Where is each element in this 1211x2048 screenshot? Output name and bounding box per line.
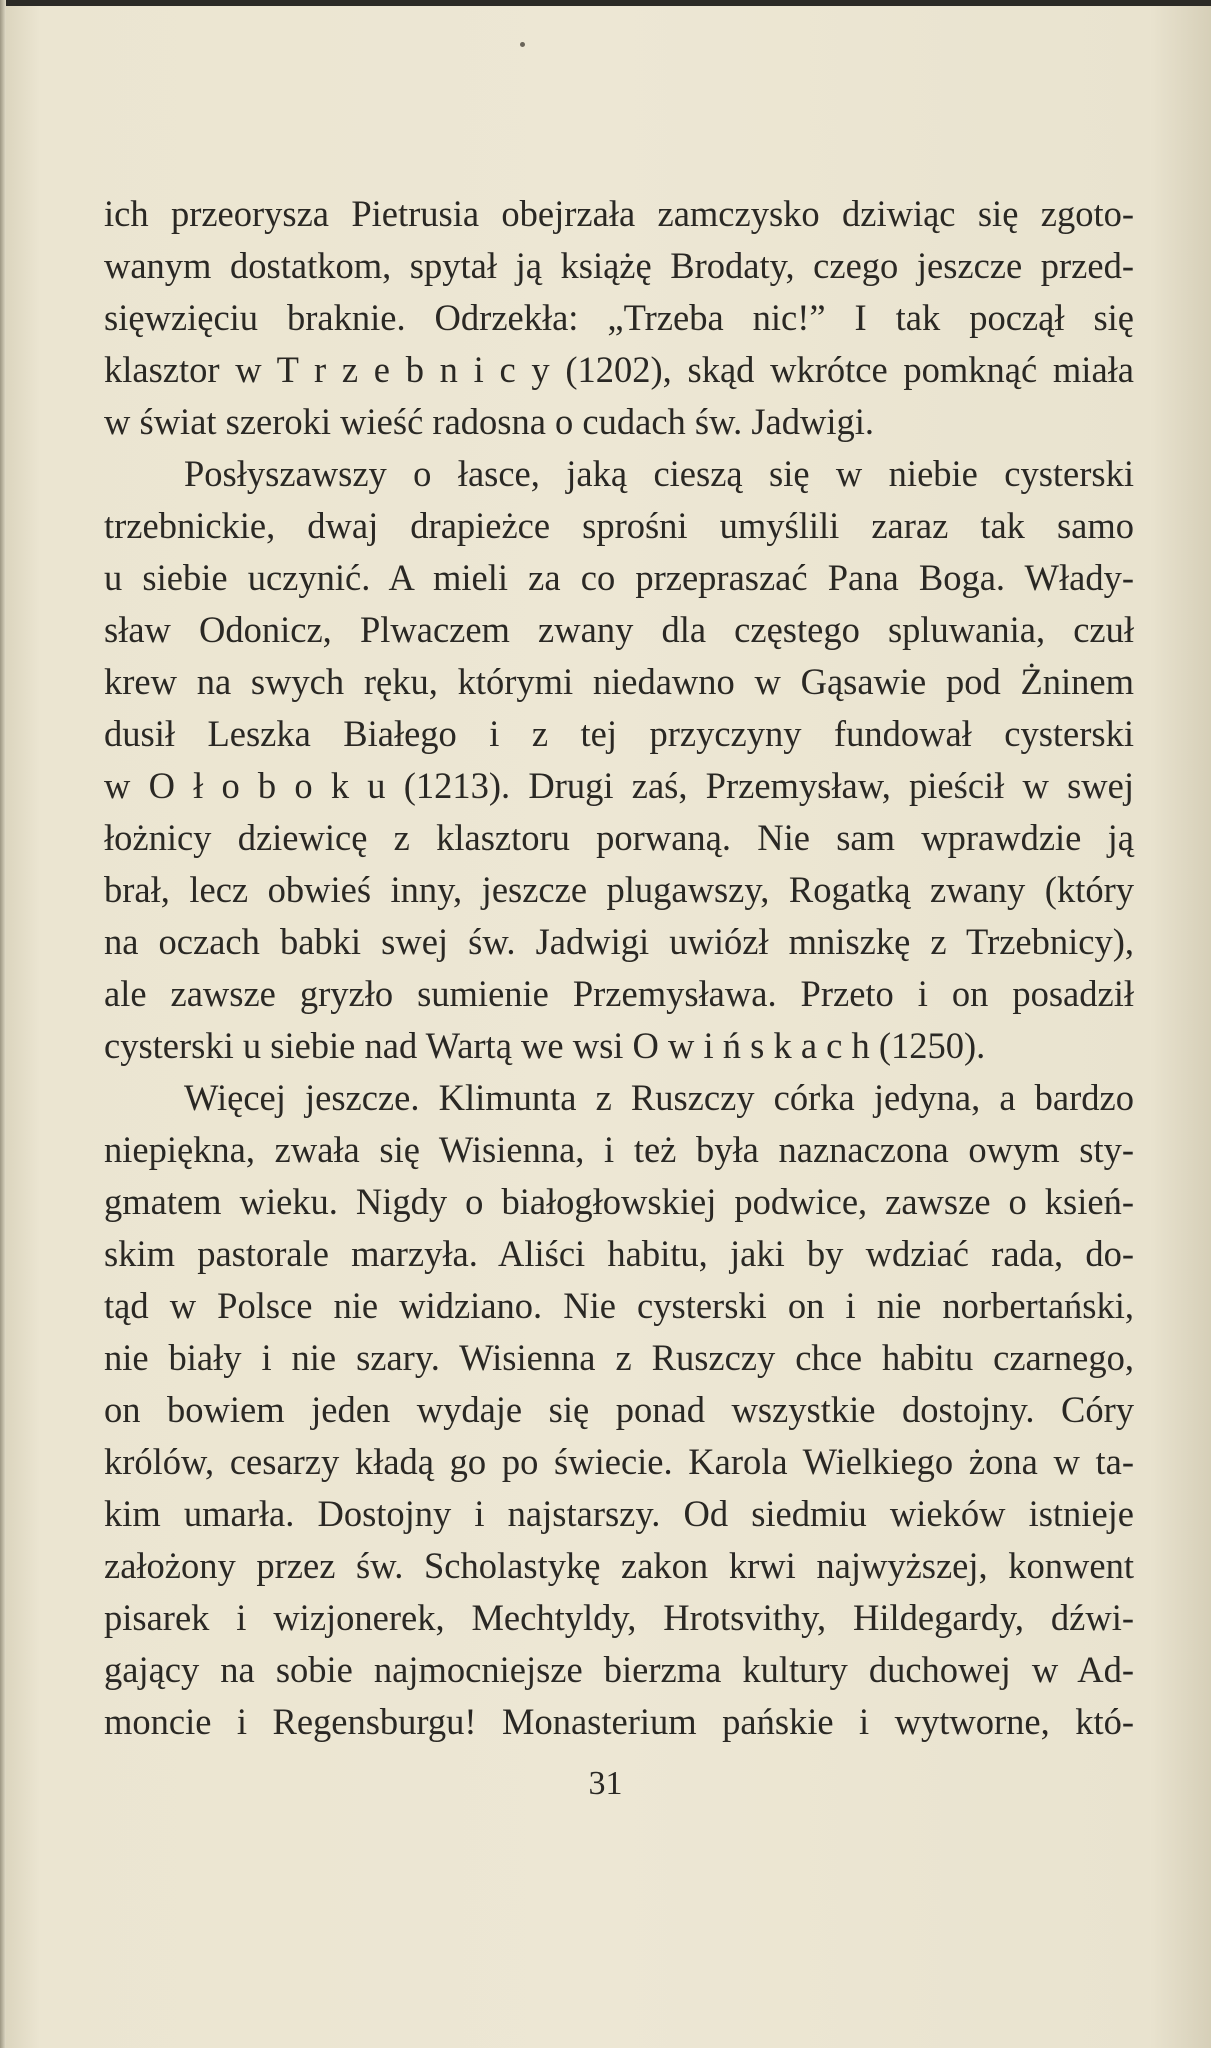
page-number: 31 [588, 1765, 623, 1802]
text-line: niepiękna, zwała się Wisienna, i też była naznaczona owym sty- [104, 1129, 1134, 1170]
text-line: krew na swych ręku, którymi niedawno w Gąsawie pod Żninem [104, 661, 1134, 702]
text-line: dusił Leszka Białego i z tej przyczyny fundował cysterski [104, 713, 1134, 754]
text-line: Więcej jeszcze. Klimunta z Ruszczy córka jedyna, a bardzo [184, 1077, 1134, 1118]
text-line: w świat szeroki wieść radosna o cudach św. Jadwigi. [104, 401, 875, 442]
text-line: ale zawsze gryzło sumienie Przemysława. Przeto i on posadził [104, 973, 1134, 1014]
text-line: wanym dostatkom, spytał ją książę Brodaty, czego jeszcze przed- [104, 245, 1134, 286]
text-line: gmatem wieku. Nigdy o białogłowskiej podwice, zawsze o ksień- [104, 1181, 1134, 1222]
text-line: tąd w Polsce nie widziano. Nie cysterski on i nie norbertański, [104, 1285, 1134, 1326]
text-line: sław Odonicz, Plwaczem zwany dla częstego spluwania, czuł [104, 609, 1134, 650]
text-line: założony przez św. Scholastykę zakon krwi najwyższej, konwent [104, 1545, 1134, 1586]
text-line: łożnicy dziewicę z klasztoru porwaną. Nie sam wprawdzie ją [104, 817, 1134, 858]
text-line: pisarek i wizjonerek, Mechtyldy, Hrotsvithy, Hildegardy, dźwi- [104, 1597, 1134, 1638]
paper-speck [520, 42, 525, 47]
page-left-edge [0, 0, 6, 2048]
text-line: brał, lecz obwieś inny, jeszcze plugawszy, Rogatką zwany (który [104, 869, 1134, 910]
text-line: Posłyszawszy o łasce, jaką cieszą się w niebie cysterski [184, 453, 1134, 494]
text-line: trzebnickie, dwaj drapieżce sprośni umyślili zaraz tak samo [104, 505, 1134, 546]
text-line: nie biały i nie szary. Wisienna z Ruszczy chce habitu czarnego, [104, 1337, 1134, 1378]
text-line: cysterski u siebie nad Wartą we wsi O w i ń s k a c h (1250). [104, 1025, 986, 1066]
body-text [104, 188, 1134, 1748]
page-top-edge [0, 0, 1211, 6]
text-line: u siebie uczynić. A mieli za co przepraszać Pana Boga. Włady- [104, 557, 1134, 598]
text-line: sięwzięciu braknie. Odrzekła: „Trzeba nic!” I tak począł się [104, 297, 1134, 338]
text-line: klasztor w T r z e b n i c y (1202), skąd wkrótce pomknąć miała [104, 349, 1134, 390]
text-line: skim pastorale marzyła. Aliści habitu, jaki by wdziać rada, do- [104, 1233, 1134, 1274]
text-line: kim umarła. Dostojny i najstarszy. Od siedmiu wieków istnieje [104, 1493, 1134, 1534]
text-line: królów, cesarzy kładą go po świecie. Karola Wielkiego żona w ta- [104, 1441, 1134, 1482]
text-line: gający na sobie najmocniejsze bierzma kultury duchowej w Ad- [104, 1649, 1134, 1690]
text-line: on bowiem jeden wydaje się ponad wszystkie dostojny. Córy [104, 1389, 1134, 1430]
text-line: na oczach babki swej św. Jadwigi uwiózł mniszkę z Trzebnicy), [104, 921, 1134, 962]
text-line: moncie i Regensburgu! Monasterium pańskie i wytworne, któ- [104, 1701, 1134, 1742]
text-line: w O ł o b o k u (1213). Drugi zaś, Przemysław, pieścił w swej [104, 765, 1134, 806]
text-line: ich przeorysza Pietrusia obejrzała zamczysko dziwiąc się zgoto- [104, 193, 1134, 234]
